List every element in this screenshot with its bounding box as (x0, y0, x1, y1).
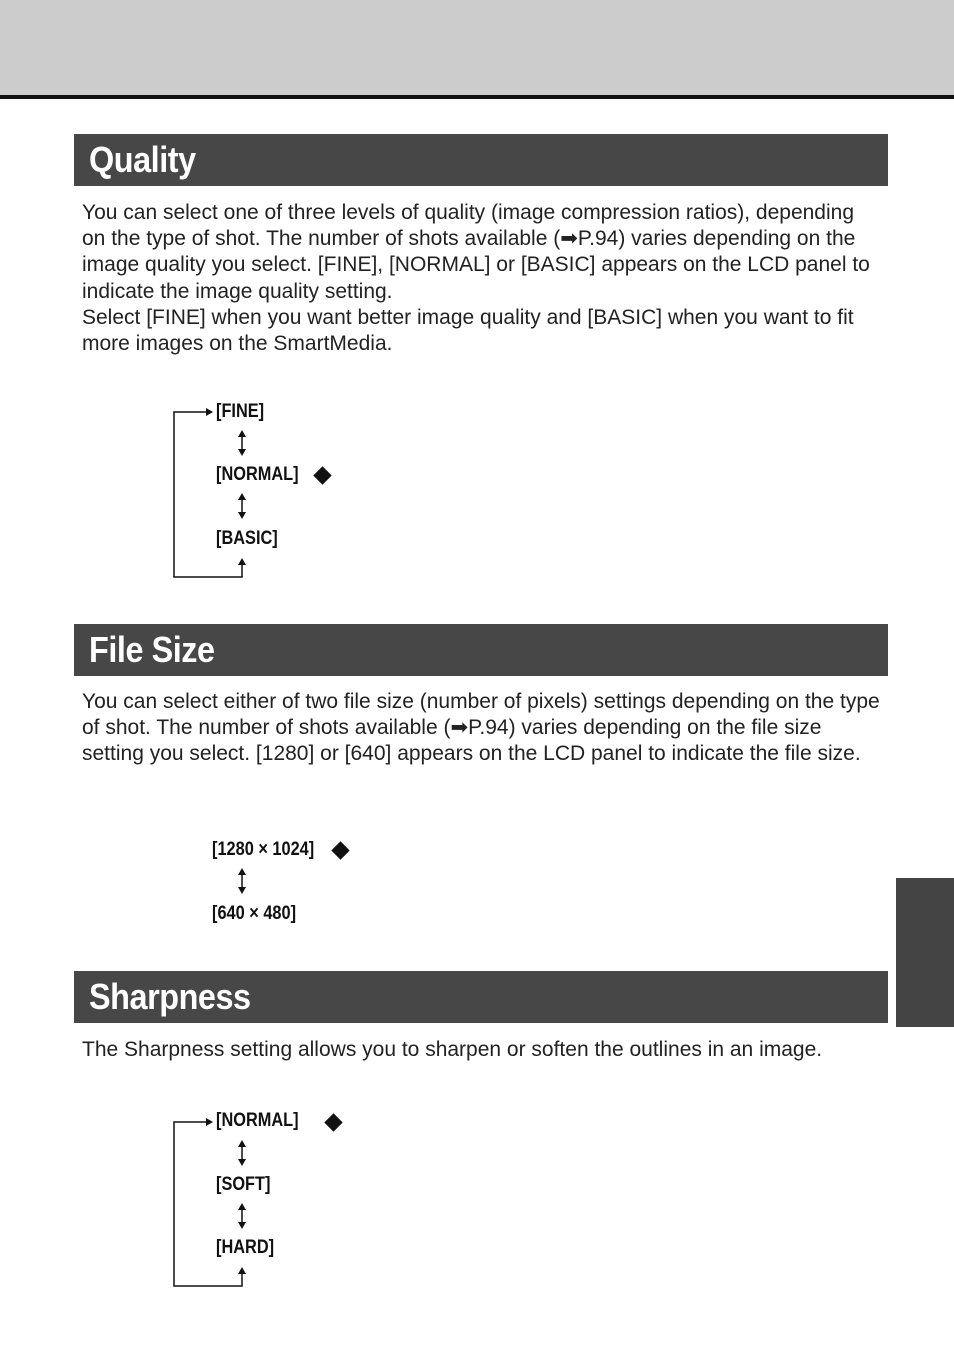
chapter-side-tab (896, 878, 954, 1027)
sharpness-description: The Sharpness setting allows you to sharpen or soften the outlines in an image. (82, 1038, 823, 1061)
sharpness-title: Sharpness (89, 976, 251, 1017)
quality-paragraph-1: You can select one of three levels of quality (image compression ratios), depending on the type of shot. The number of shots available (➡P.94) varies depending on the image quality you select. [FINE], [NORMAL] or [BASIC] appears on the LCD panel to indicate the image quality setting. (82, 201, 870, 303)
quality-paragraph-2: Select [FINE] when you want better image quality and [BASIC] when you want to fit more images on the SmartMedia. (82, 305, 854, 356)
up-down-arrow-icon (236, 430, 248, 456)
up-down-arrow-icon (236, 1140, 248, 1166)
up-down-arrow-icon (236, 1203, 248, 1229)
sharpness-option-normal: [NORMAL] (216, 1110, 299, 1131)
file-size-option-640: [640 × 480] (212, 903, 297, 924)
quality-option-basic: [BASIC] (216, 528, 278, 549)
page-top-band (0, 0, 954, 95)
file-size-option-1280: [1280 × 1024] (212, 839, 315, 860)
quality-option-fine: [FINE] (216, 401, 265, 422)
file-size-title: File Size (89, 629, 215, 670)
up-down-arrow-icon (236, 868, 248, 894)
diamond-icon (324, 1113, 342, 1131)
quality-option-normal: [NORMAL] (216, 464, 299, 485)
sharpness-option-soft: [SOFT] (216, 1174, 271, 1195)
quality-description (82, 200, 882, 357)
quality-title: Quality (89, 139, 196, 180)
sharpness-option-hard: [HARD] (216, 1237, 275, 1258)
up-down-arrow-icon (236, 493, 248, 519)
quality-header (74, 134, 888, 186)
diamond-icon (331, 841, 349, 859)
diamond-icon (313, 466, 331, 484)
file-size-description: You can select either of two file size (number of pixels) settings depending on the type of shot. The number of shots available (➡P.94) varies depending on the file size setting you select. [1280] or [640] appears on the LCD panel to indicate the file size. (82, 690, 880, 766)
page-top-rule (0, 95, 954, 99)
sharpness-header (74, 971, 888, 1023)
file-size-header (74, 624, 888, 676)
